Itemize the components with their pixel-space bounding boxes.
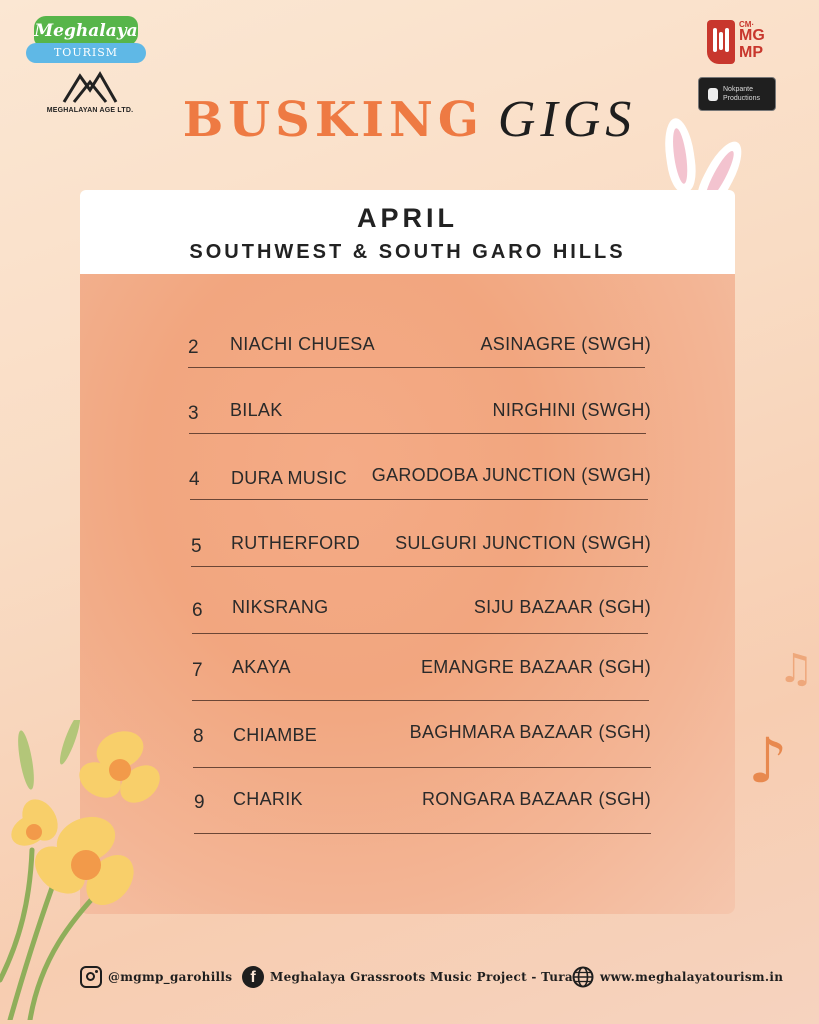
list-item [0, 465, 819, 505]
row-divider [189, 433, 646, 434]
gig-venue: BAGHMARA BAZAAR (SGH) [409, 722, 651, 742]
footer-website[interactable] [572, 960, 783, 994]
mgmp-logo-cm: CM· [739, 20, 755, 29]
page-title [0, 90, 819, 150]
instagram-icon [80, 966, 102, 988]
list-item [0, 400, 819, 440]
header-card [80, 190, 735, 274]
row-divider [193, 767, 651, 768]
footer-facebook[interactable] [242, 960, 573, 994]
agency-logo-text: MEGHALAYAN AGE LTD. [46, 107, 134, 114]
gig-day: 9 [194, 792, 205, 813]
gig-day: 4 [189, 469, 200, 490]
list-item [0, 533, 819, 573]
mgmp-logo-mark [707, 20, 735, 64]
gig-artist: DURA MUSIC [231, 468, 348, 488]
music-note-icon: ♪ [748, 724, 788, 797]
music-note-icon: ♫ [778, 646, 814, 692]
footer [0, 960, 819, 994]
facebook-icon: f [242, 966, 264, 988]
row-divider [188, 367, 645, 368]
month-heading: APRIL [357, 203, 458, 233]
gig-venue: SIJU BAZAAR (SGH) [473, 597, 651, 617]
gig-artist: NIKSRANG [232, 597, 329, 617]
gig-artist: BILAK [230, 400, 283, 420]
list-item [0, 657, 819, 697]
list-item [0, 597, 819, 637]
website-url[interactable]: www.meghalayatourism.in [600, 970, 784, 984]
gig-venue: SULGURI JUNCTION (SWGH) [395, 533, 651, 553]
mgmp-logo-mp: MP [739, 44, 763, 61]
facebook-page[interactable]: Meghalaya Grassroots Music Project - Tura [270, 970, 574, 984]
gig-venue: NIRGHINI (SWGH) [492, 400, 651, 420]
tourism-logo-script: Meghalaya [34, 16, 138, 46]
instagram-handle[interactable]: @mgmp_garohills [108, 970, 233, 984]
region-heading: SOUTHWEST & SOUTH GARO HILLS [189, 241, 626, 263]
gig-day: 3 [188, 403, 199, 424]
meghalaya-tourism-logo [26, 16, 146, 64]
gig-day: 6 [192, 600, 203, 621]
gig-venue: ASINAGRE (SWGH) [480, 334, 651, 354]
gig-venue: EMANGRE BAZAAR (SGH) [420, 657, 651, 677]
title-gigs: GIGS [497, 91, 637, 148]
mgmp-logo [707, 18, 773, 66]
mgmp-logo-mg: MG [739, 27, 765, 44]
tourism-logo-bar: TOURISM [26, 43, 146, 63]
row-divider [190, 499, 648, 500]
gig-artist: CHIAMBE [233, 725, 318, 745]
row-divider [192, 700, 649, 701]
list-item [0, 334, 819, 374]
gig-day: 7 [192, 660, 203, 681]
row-divider [192, 633, 648, 634]
productions-logo-line2: Productions [723, 95, 760, 102]
gig-artist: AKAYA [232, 657, 291, 677]
gig-venue: RONGARA BAZAAR (SGH) [421, 789, 651, 809]
productions-logo-line1: Nokpante [723, 86, 753, 93]
gig-day: 8 [193, 726, 204, 747]
footer-instagram[interactable] [80, 960, 232, 994]
gig-artist: NIACHI CHUESA [230, 334, 375, 354]
row-divider [194, 833, 651, 834]
gig-artist: RUTHERFORD [231, 533, 360, 553]
gig-artist: CHARIK [233, 789, 303, 809]
row-divider [191, 566, 648, 567]
gig-day: 2 [188, 337, 199, 358]
globe-icon [572, 966, 594, 988]
gig-venue: GARODOBA JUNCTION (SWGH) [371, 465, 651, 485]
title-busking: BUSKING [182, 92, 484, 148]
gig-day: 5 [191, 536, 202, 557]
